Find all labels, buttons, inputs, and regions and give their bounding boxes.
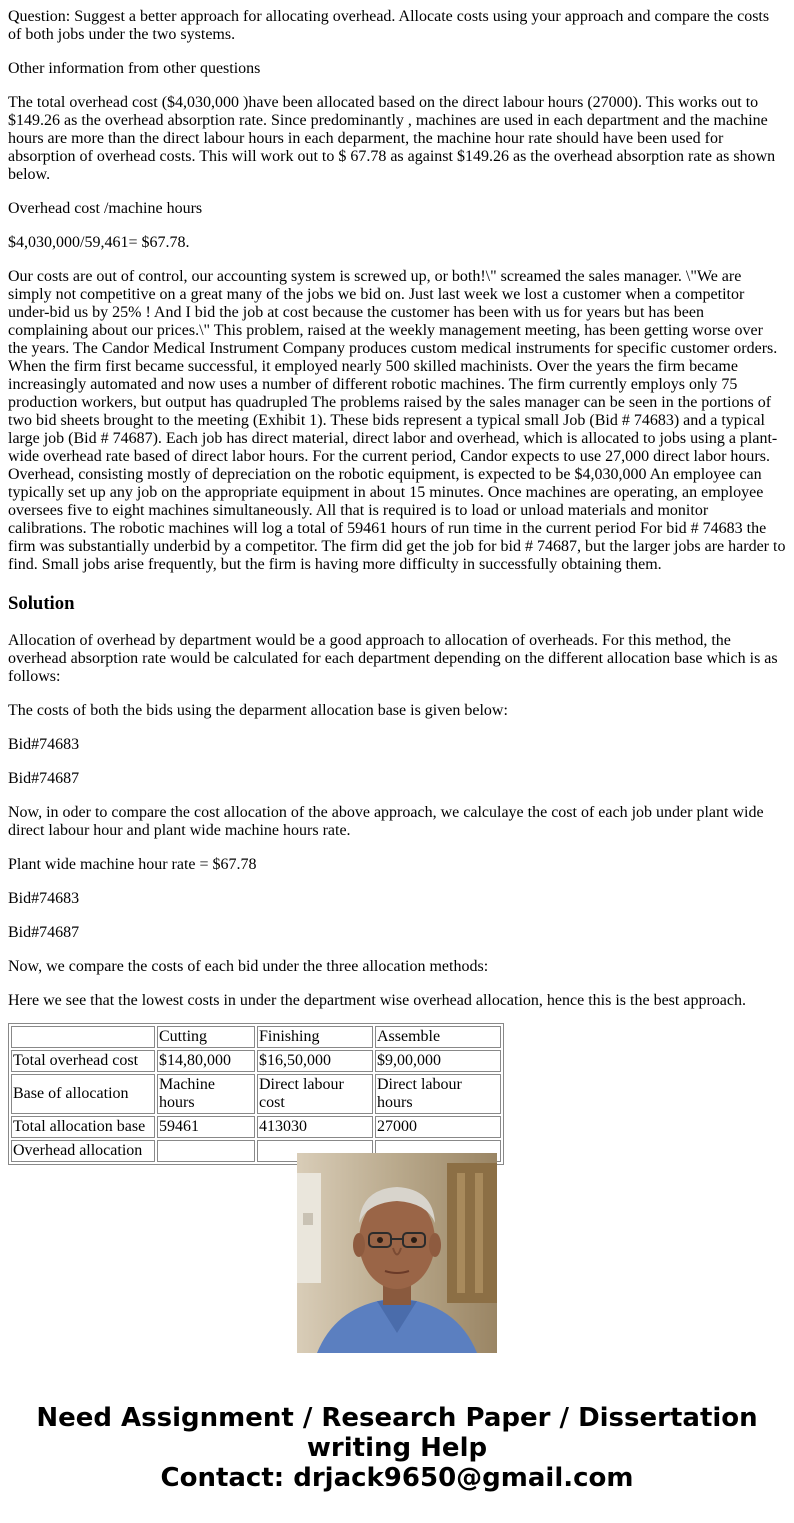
table-header-cell: Assemble xyxy=(375,1026,501,1048)
table-cell: Machine hours xyxy=(157,1074,255,1114)
table-header-cell xyxy=(11,1026,155,1048)
table-row xyxy=(11,1050,501,1072)
question-text: Question: Suggest a better approach for allocating overhead. Allocate costs using your approach and compare the costs of both jobs under the two systems. xyxy=(8,8,770,43)
other-info-heading: Other information from other questions xyxy=(8,60,261,77)
table-cell: 413030 xyxy=(257,1116,373,1138)
promo-banner xyxy=(0,1403,794,1493)
bid-label-1: Bid#74683 xyxy=(8,736,80,753)
solution-paragraph-5: Here we see that the lowest costs in under the department wise overhead allocation, hence this is the best approach. xyxy=(8,992,746,1009)
overhead-paragraph: The total overhead cost ($4,030,000 )have been allocated based on the direct labour hours (27000). This works out to $149.26 as the overhead absorption rate. Since predominantly , machines are used in each department and the machine hours are more than the direct labour hours in each deparment, the machine hour rate should have been used for absorption of overhead costs. This will work out to $ 67.78 as against $149.26 as the overhead absorption rate as shown below. xyxy=(8,94,776,183)
machine-rate-text: Plant wide machine hour rate = $67.78 xyxy=(8,856,257,873)
table-row xyxy=(11,1074,501,1114)
table-cell: $16,50,000 xyxy=(257,1050,373,1072)
solution-heading: Solution xyxy=(8,593,75,614)
formula-label: Overhead cost /machine hours xyxy=(8,200,203,217)
table-cell: $14,80,000 xyxy=(157,1050,255,1072)
solution-document xyxy=(8,8,786,1159)
table-cell: Base of allocation xyxy=(11,1074,155,1114)
case-paragraph: Our costs are out of control, our accounting system is screwed up, or both!\" screamed the sales manager. \"We are simply not competitive on a great many of the jobs we bid on. Just last week we lost a customer when a competitor under-bid us by 25% ! And I bid the job at cost because the customer has been with us for years but has been complaining about our prices.\" This problem, raised at the weekly management meeting, has been getting worse over the years. The Candor Medical Instrument Company produces custom medical instruments for specific customer orders. When the firm first became successful, it employed nearly 500 skilled machinists. Over the years the firm became increasingly automated and now uses a number of different robotic machines. The firm currently employs only 75 production workers, but output has quadrupled The problems raised by the sales manager can be seen in the portions of two bid sheets brought to the meeting (Exhibit 1). These bids represent a typical small Job (Bid # 74683) and a typical large job (Bid # 74687). Each job has direct material, direct labor and overhead, which is allocated to jobs using a plant-wide overhead rate based of direct labor hours. For the current period, Candor expects to use 27,000 direct labor hours. Overhead, consisting mostly of depreciation on the robotic equipment, is expected to be $4,030,000 An employee can typically set up any job on the appropriate equipment in about 15 minutes. Once machines are operating, an employee oversees five to eight machines simultaneously. All that is required is to load or unload materials and monitor calibrations. The robotic machines will log a total of 59461 hours of run time in the current period For bid # 74683 the firm was substantially underbid by a competitor. The firm did get the job for bid # 74687, but the larger jobs are harder to find. Small jobs arise frequently, but the firm is having more difficulty in successfully obtaining them. xyxy=(8,268,786,573)
table-header-cell: Finishing xyxy=(257,1026,373,1048)
formula-value: $4,030,000/59,461= $67.78. xyxy=(8,234,190,251)
table-cell: 27000 xyxy=(375,1116,501,1138)
promo-line-1: Need Assignment / Research Paper / Dissertation xyxy=(36,1403,758,1433)
table-cell: Overhead allocation xyxy=(11,1140,155,1162)
bid-label-2: Bid#74687 xyxy=(8,770,80,787)
author-portrait-image xyxy=(297,1153,497,1353)
table-cell: 59461 xyxy=(157,1116,255,1138)
overhead-allocation-table xyxy=(8,1023,504,1165)
table-cell: Total overhead cost xyxy=(11,1050,155,1072)
table-cell: $9,00,000 xyxy=(375,1050,501,1072)
solution-paragraph-2: The costs of both the bids using the deparment allocation base is given below: xyxy=(8,702,508,719)
solution-paragraph-4: Now, we compare the costs of each bid under the three allocation methods: xyxy=(8,958,489,975)
table-header-cell: Cutting xyxy=(157,1026,255,1048)
table-cell: Direct labour hours xyxy=(375,1074,501,1114)
promo-contact: Contact: drjack9650@gmail.com xyxy=(160,1463,634,1493)
table-row xyxy=(11,1116,501,1138)
solution-paragraph-1: Allocation of overhead by department would be a good approach to allocation of overheads. For this method, the overhead absorption rate would be calculated for each department depending on the different allocation base which is as follows: xyxy=(8,632,778,685)
table-cell: Total allocation base xyxy=(11,1116,155,1138)
bid-label-4: Bid#74687 xyxy=(8,924,80,941)
table-cell xyxy=(157,1140,255,1162)
promo-line-2: writing Help xyxy=(306,1433,488,1463)
solution-paragraph-3: Now, in oder to compare the cost allocation of the above approach, we calculaye the cost of each job under plant wide direct labour hour and plant wide machine hours rate. xyxy=(8,804,764,839)
author-avatar xyxy=(297,1153,497,1353)
table-header-row xyxy=(11,1026,501,1048)
table-cell: Direct labour cost xyxy=(257,1074,373,1114)
bid-label-3: Bid#74683 xyxy=(8,890,80,907)
